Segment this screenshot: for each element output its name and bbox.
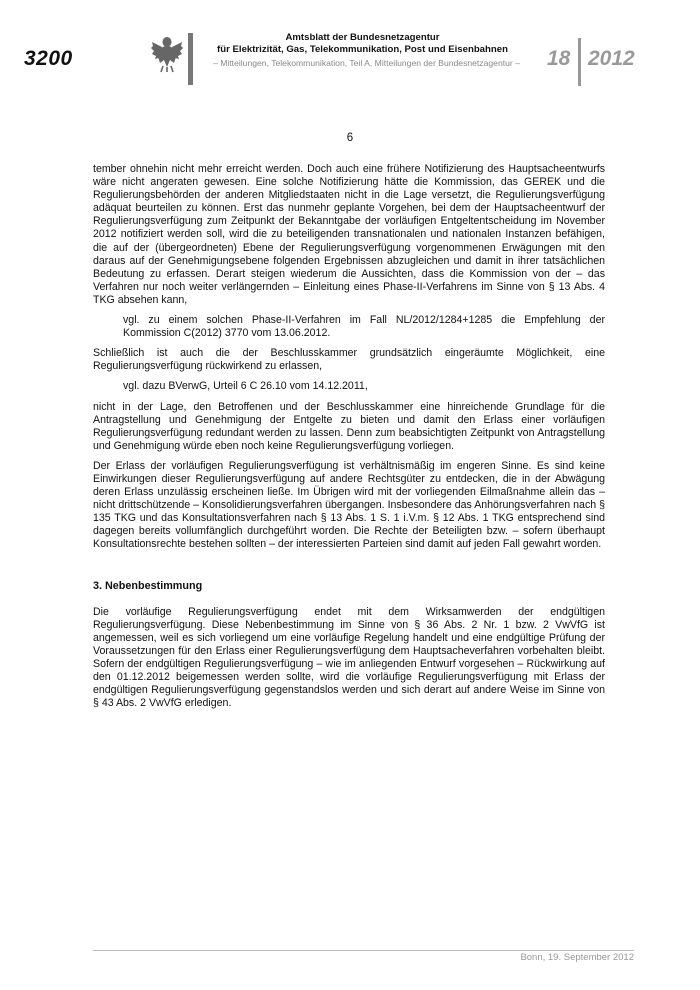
page-number: 3200 (24, 47, 73, 70)
gazette-title-line2: für Elektrizität, Gas, Telekommunikation, Post und Eisenbahnen (217, 44, 508, 55)
issue-number: 18 (547, 47, 571, 70)
body-paragraph: Schließlich ist auch die der Beschlusskammer grundsätzlich eingeräumte Möglichkeit, eine Regulierungsverfügung rückwirkend zu erlassen, (93, 347, 605, 373)
footer-place-date: Bonn, 19. September 2012 (520, 952, 634, 963)
footer-rule (93, 950, 634, 951)
issue-year: 2012 (588, 47, 635, 70)
gazette-title-line1: Amtsblatt der Bundesnetzagentur (285, 32, 440, 43)
section-heading: 3. Nebenbestimmung (93, 579, 203, 592)
gazette-subtitle: – Mitteilungen, Telekommunikation, Teil A, Mitteilungen der Bundesnetzagentur – (213, 58, 520, 68)
body-paragraph: tember ohnehin nicht mehr erreicht werden. Doch auch eine frühere Notifizierung des Hauptsacheentwurfs wäre nicht angeraten gewesen. Eine solche Notifizierung hätte die Kommission, das GEREK und die Regulierungsbehörden der anderen Mitgliedstaaten nicht in die Lage versetzt, die Regulierungsverfügung adäquat beurteilen zu können. Erst das nunmehr geplante Vorgehen, bei dem der Hauptsacheentwurf der Regulierungsverfügung zum Zeitpunkt der Bekanntgabe der vorläufigen Entgeltentscheidung im November 2012 notifiziert werden soll, wird die zu beteiligenden transnationalen und nationalen Instanzen befähigen, die auf der (übergeordneten) Ebene der Regulierungsverfügung vorgenommenen Erwägungen mit den daraus auf der Genehmigungsebene folgenden Ergebnissen abzugleichen und damit in ihrer tatsächlichen Bedeutung zu erfassen. Derart steigen wiederum die Aussichten, dass die Kommission von der – das Verfahren nur noch weiter verlängernden – Einleitung eines Phase-II-Verfahrens im Sinne von § 13 Abs. 4 TKG absehen kann, (93, 163, 605, 306)
gazette-title (200, 32, 525, 56)
federal-eagle-icon (150, 33, 184, 73)
body-paragraph: nicht in der Lage, den Betroffenen und der Beschlusskammer eine hinreichende Grundlage für die Antragstellung und Genehmigung der Entgelte zu bieten und damit den Erlass einer vorläufigen Regulierungsverfügung redundant werden zu lassen. Denn zum beabsichtigten Zeitpunkt von Antragstellung und Genehmigung würde eben noch keine Regulierungsverfügung vorliegen. (93, 400, 605, 452)
issue-divider (578, 38, 581, 86)
citation-paragraph: vgl. zu einem solchen Phase-II-Verfahren im Fall NL/2012/1284+1285 die Empfehlung der Kommission C(2012) 3770 vom 13.06.2012. (123, 314, 605, 340)
section-paragraph: Die vorläufige Regulierungsverfügung endet mit dem Wirksamwerden der endgültigen Regulierungsverfügung. Diese Nebenbestimmung im Sinne von § 36 Abs. 2 Nr. 1 bzw. 2 VwVfG ist angemessen, weil es sich vorliegend um eine vorläufige Regelung handelt und eine endgültige Prüfung der Voraussetzungen für den Erlass einer Regulierungsverfügung dem Hauptsacheverfahren vorbehalten bleibt. Sofern der endgültigen Regulierungsverfügung – wie im anliegenden Entwurf vorgesehen – Rückwirkung auf den 01.12.2012 beigemessen werden sollte, wird die vorläufige Regulierungsverfügung mit Erlass der endgültigen Regulierungsverfügung gegenstandslos werden und sich derart auf andere Weise im Sinne von § 43 Abs. 2 VwVfG erledigen. (93, 605, 605, 710)
document-body (93, 163, 605, 717)
citation-paragraph: vgl. dazu BVerwG, Urteil 6 C 26.10 vom 14.12.2011, (123, 380, 368, 393)
body-paragraph: Der Erlass der vorläufigen Regulierungsverfügung ist verhältnismäßig im engeren Sinne. Es sind keine Einwirkungen dieser Regulierungsverfügung auf andere Rechtsgüter zu entdecken, die in der Abwägung deren Erlass unzulässig erscheinen ließe. Im Übrigen wird mit der vorliegenden Eilmaßnahme allein das – nicht drittschützende – Konsolidierungsverfahren übergangen. Insbesondere das Anhörungsverfahren nach § 135 TKG und das Konsultationsverfahren nach § 13 Abs. 1 S. 1 i.V.m. § 12 Abs. 1 TKG entsprechend sind dagegen bereits vollumfänglich durchgeführt worden. Die Rechte der Beteiligten bzw. – sofern überhaupt Konsultationsrechte bestehen sollten – der interessierten Parteien sind damit auf jeden Fall gewahrt worden. (93, 459, 605, 551)
internal-page-number: 6 (346, 132, 354, 144)
header-divider-bar (188, 33, 193, 85)
